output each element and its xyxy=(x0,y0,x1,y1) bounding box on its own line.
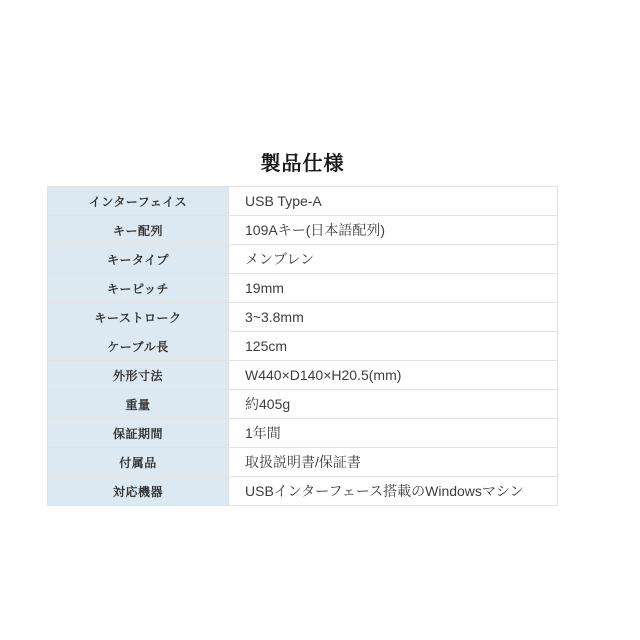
table-row xyxy=(48,390,558,419)
spec-value: 約405g xyxy=(229,390,558,419)
spec-label: キータイプ xyxy=(48,245,229,274)
spec-value: 3~3.8mm xyxy=(229,303,558,332)
spec-label: 付属品 xyxy=(48,448,229,477)
table-row xyxy=(48,216,558,245)
spec-label: 対応機器 xyxy=(48,477,229,506)
spec-label: 重量 xyxy=(48,390,229,419)
page-title: 製品仕様 xyxy=(260,153,345,175)
spec-value: USBインターフェース搭載のWindowsマシン xyxy=(229,477,558,506)
spec-label: キー配列 xyxy=(48,216,229,245)
spec-value: W440×D140×H20.5(mm) xyxy=(229,361,558,390)
table-row xyxy=(48,361,558,390)
spec-label: キーストローク xyxy=(48,303,229,332)
spec-label: 外形寸法 xyxy=(48,361,229,390)
spec-value: 取扱説明書/保証書 xyxy=(229,448,558,477)
spec-label: 保証期間 xyxy=(48,419,229,448)
table-row xyxy=(48,187,558,216)
spec-value: 19mm xyxy=(229,274,558,303)
spec-section xyxy=(47,150,558,506)
spec-label: インターフェイス xyxy=(48,187,229,216)
table-row xyxy=(48,477,558,506)
spec-value: メンブレン xyxy=(229,245,558,274)
table-row xyxy=(48,245,558,274)
spec-table xyxy=(47,186,558,506)
spec-value: 125cm xyxy=(229,332,558,361)
table-row xyxy=(48,303,558,332)
spec-value: 109Aキー(日本語配列) xyxy=(229,216,558,245)
table-row xyxy=(48,419,558,448)
spec-table-body xyxy=(48,187,558,506)
spec-label: ケーブル長 xyxy=(48,332,229,361)
table-row xyxy=(48,332,558,361)
spec-value: 1年間 xyxy=(229,419,558,448)
spec-label: キーピッチ xyxy=(48,274,229,303)
table-row xyxy=(48,274,558,303)
table-row xyxy=(48,448,558,477)
spec-value: USB Type-A xyxy=(229,187,558,216)
